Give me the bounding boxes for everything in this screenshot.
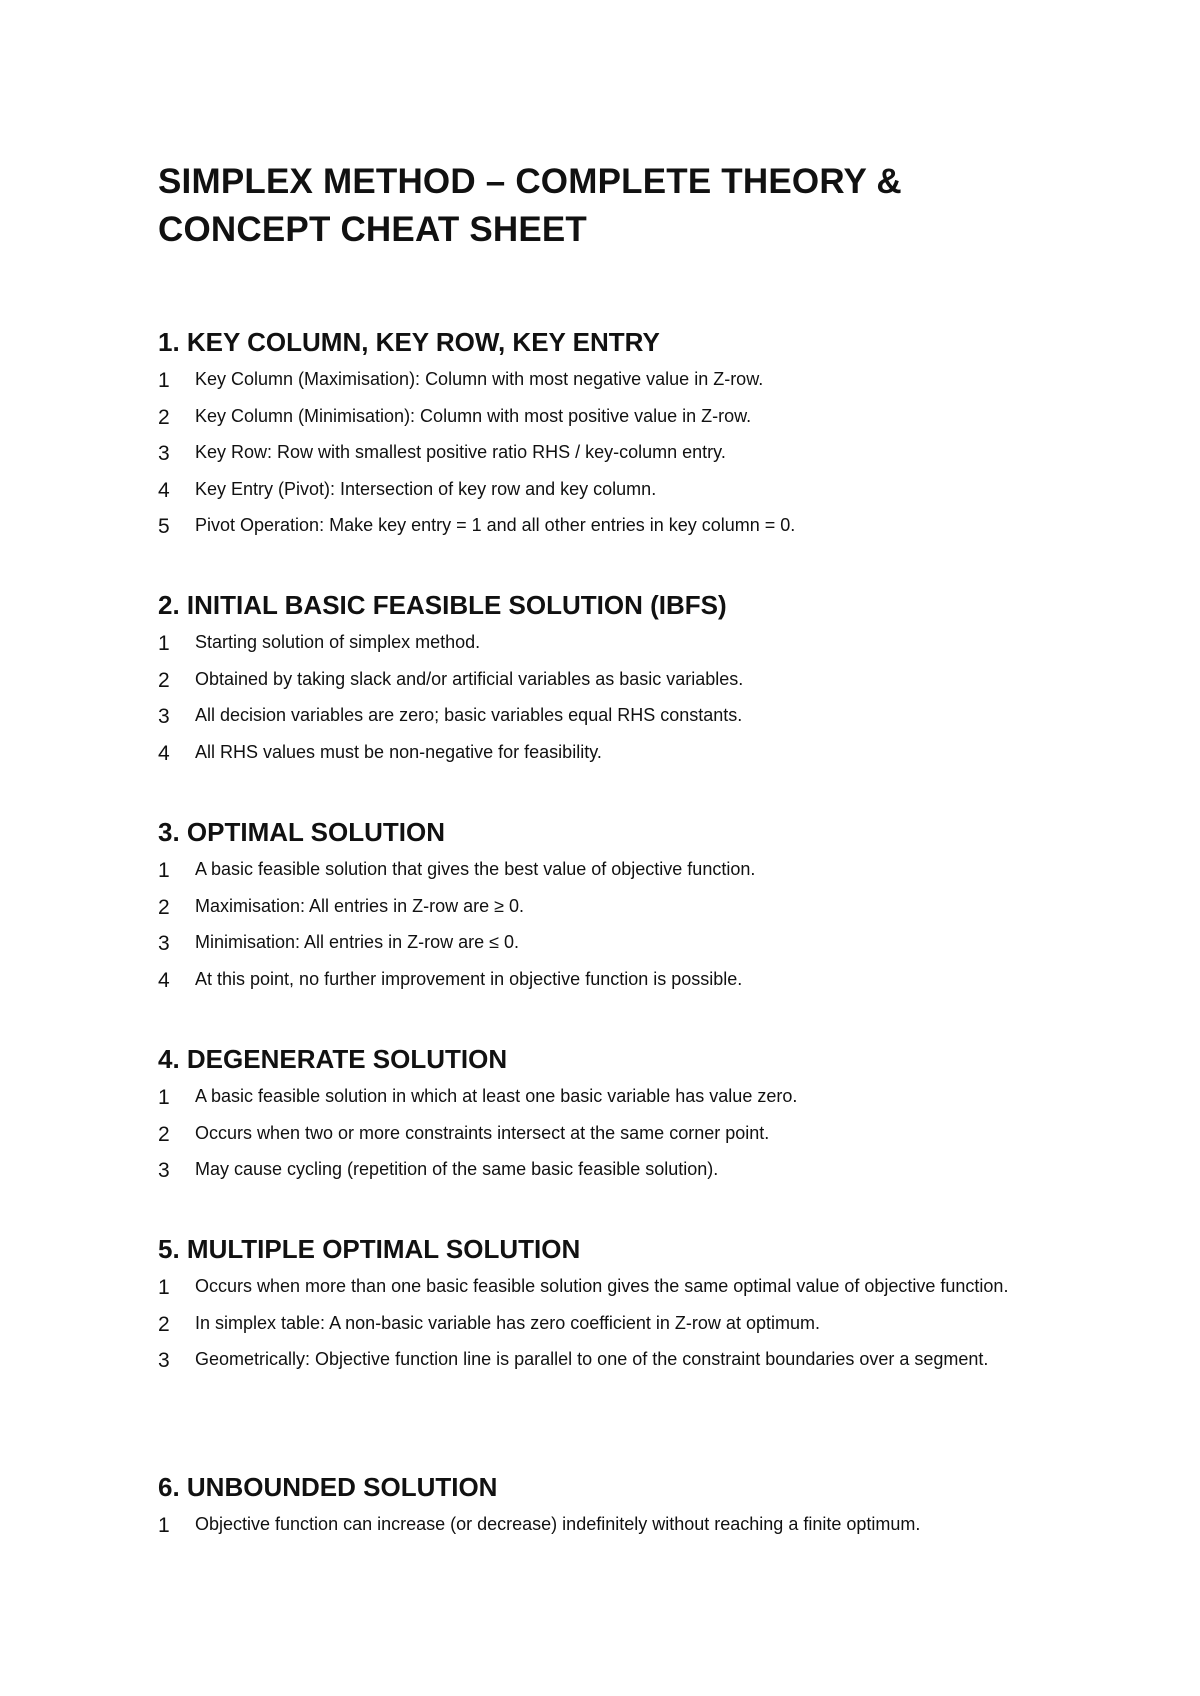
list-item <box>158 1121 1058 1146</box>
list-item <box>158 740 1058 765</box>
item-text: Occurs when two or more constraints intersect at the same corner point. <box>195 1122 770 1143</box>
item-number: 1 <box>158 859 170 882</box>
item-number: 1 <box>158 1514 170 1537</box>
item-text: Starting solution of simplex method. <box>195 632 481 652</box>
item-number: 4 <box>158 478 170 502</box>
item-number: 5 <box>158 515 170 538</box>
item-text: At this point, no further improvement in objective function is possible. <box>195 968 743 989</box>
section-heading: 6. UNBOUNDED SOLUTION <box>158 1472 498 1502</box>
document-title: SIMPLEX METHOD – COMPLETE THEORY & CONCEPT CHEAT SHEET <box>158 162 902 249</box>
list-item <box>158 894 1058 919</box>
item-text: In simplex table: A non-basic variable has zero coefficient in Z-row at optimum. <box>195 1312 820 1333</box>
item-text: Key Column (Maximisation): Column with most negative value in Z-row. <box>195 369 764 389</box>
list-item <box>158 703 1058 728</box>
item-number: 1 <box>158 1276 170 1299</box>
item-text: Maximisation: All entries in Z-row are ≥ 0. <box>195 895 524 916</box>
list-item <box>158 1512 1058 1537</box>
list-item <box>158 440 1058 465</box>
list-item <box>158 667 1058 692</box>
section-heading: 3. OPTIMAL SOLUTION <box>158 817 445 847</box>
item-number: 4 <box>158 968 170 992</box>
item-number: 1 <box>158 632 170 655</box>
list-item <box>158 930 1058 955</box>
list-item <box>158 1347 1058 1372</box>
section-heading: 1. KEY COLUMN, KEY ROW, KEY ENTRY <box>158 327 660 357</box>
item-text: May cause cycling (repetition of the same basic feasible solution). <box>195 1159 719 1179</box>
section-key-column-row-entry <box>158 326 1058 550</box>
list-item <box>158 1084 1058 1109</box>
list-item <box>158 1157 1058 1182</box>
list-item <box>158 857 1058 882</box>
section-heading: 2. INITIAL BASIC FEASIBLE SOLUTION (IBFS) <box>158 590 727 620</box>
item-number: 3 <box>158 1349 170 1372</box>
item-text: All RHS values must be non-negative for feasibility. <box>195 741 602 762</box>
list-item <box>158 1311 1058 1336</box>
item-number: 4 <box>158 741 170 765</box>
item-number: 2 <box>158 1122 170 1146</box>
item-number: 3 <box>158 442 170 465</box>
list-item <box>158 404 1058 429</box>
list-item <box>158 967 1058 992</box>
item-text: Key Row: Row with smallest positive ratio RHS / key-column entry. <box>195 442 726 462</box>
list-item <box>158 367 1058 392</box>
item-number: 2 <box>158 895 170 919</box>
item-text: Key Column (Minimisation): Column with most positive value in Z-row. <box>195 405 752 426</box>
item-text: A basic feasible solution that gives the best value of objective function. <box>195 859 756 879</box>
item-number: 1 <box>158 1086 170 1109</box>
section-degenerate-solution <box>158 1043 1058 1194</box>
item-text: All decision variables are zero; basic variables equal RHS constants. <box>195 705 743 725</box>
section-optimal-solution <box>158 816 1058 1003</box>
item-number: 1 <box>158 369 170 392</box>
section-multiple-optimal-solution <box>158 1233 1058 1384</box>
item-number: 2 <box>158 405 170 429</box>
list-item <box>158 1274 1058 1299</box>
list-item <box>158 513 1058 538</box>
section-unbounded-solution <box>158 1471 1058 1549</box>
item-number: 3 <box>158 705 170 728</box>
item-text: A basic feasible solution in which at least one basic variable has value zero. <box>195 1086 798 1106</box>
list-item <box>158 630 1058 655</box>
list-item <box>158 477 1058 502</box>
item-text: Obtained by taking slack and/or artificial variables as basic variables. <box>195 668 744 689</box>
item-text: Occurs when more than one basic feasible solution gives the same optimal value of objective function. <box>195 1276 1009 1296</box>
item-text: Minimisation: All entries in Z-row are ≤ 0. <box>195 932 519 952</box>
section-heading: 5. MULTIPLE OPTIMAL SOLUTION <box>158 1234 581 1264</box>
item-text: Key Entry (Pivot): Intersection of key row and key column. <box>195 478 657 499</box>
item-number: 3 <box>158 932 170 955</box>
section-heading: 4. DEGENERATE SOLUTION <box>158 1044 508 1074</box>
item-number: 3 <box>158 1159 170 1182</box>
section-ibfs <box>158 589 1058 776</box>
item-number: 2 <box>158 1312 170 1336</box>
item-text: Objective function can increase (or decrease) indefinitely without reaching a finite optimum. <box>195 1514 921 1534</box>
item-text: Pivot Operation: Make key entry = 1 and all other entries in key column = 0. <box>195 515 796 535</box>
item-text: Geometrically: Objective function line is parallel to one of the constraint boundaries over a segment. <box>195 1349 989 1369</box>
item-number: 2 <box>158 668 170 692</box>
